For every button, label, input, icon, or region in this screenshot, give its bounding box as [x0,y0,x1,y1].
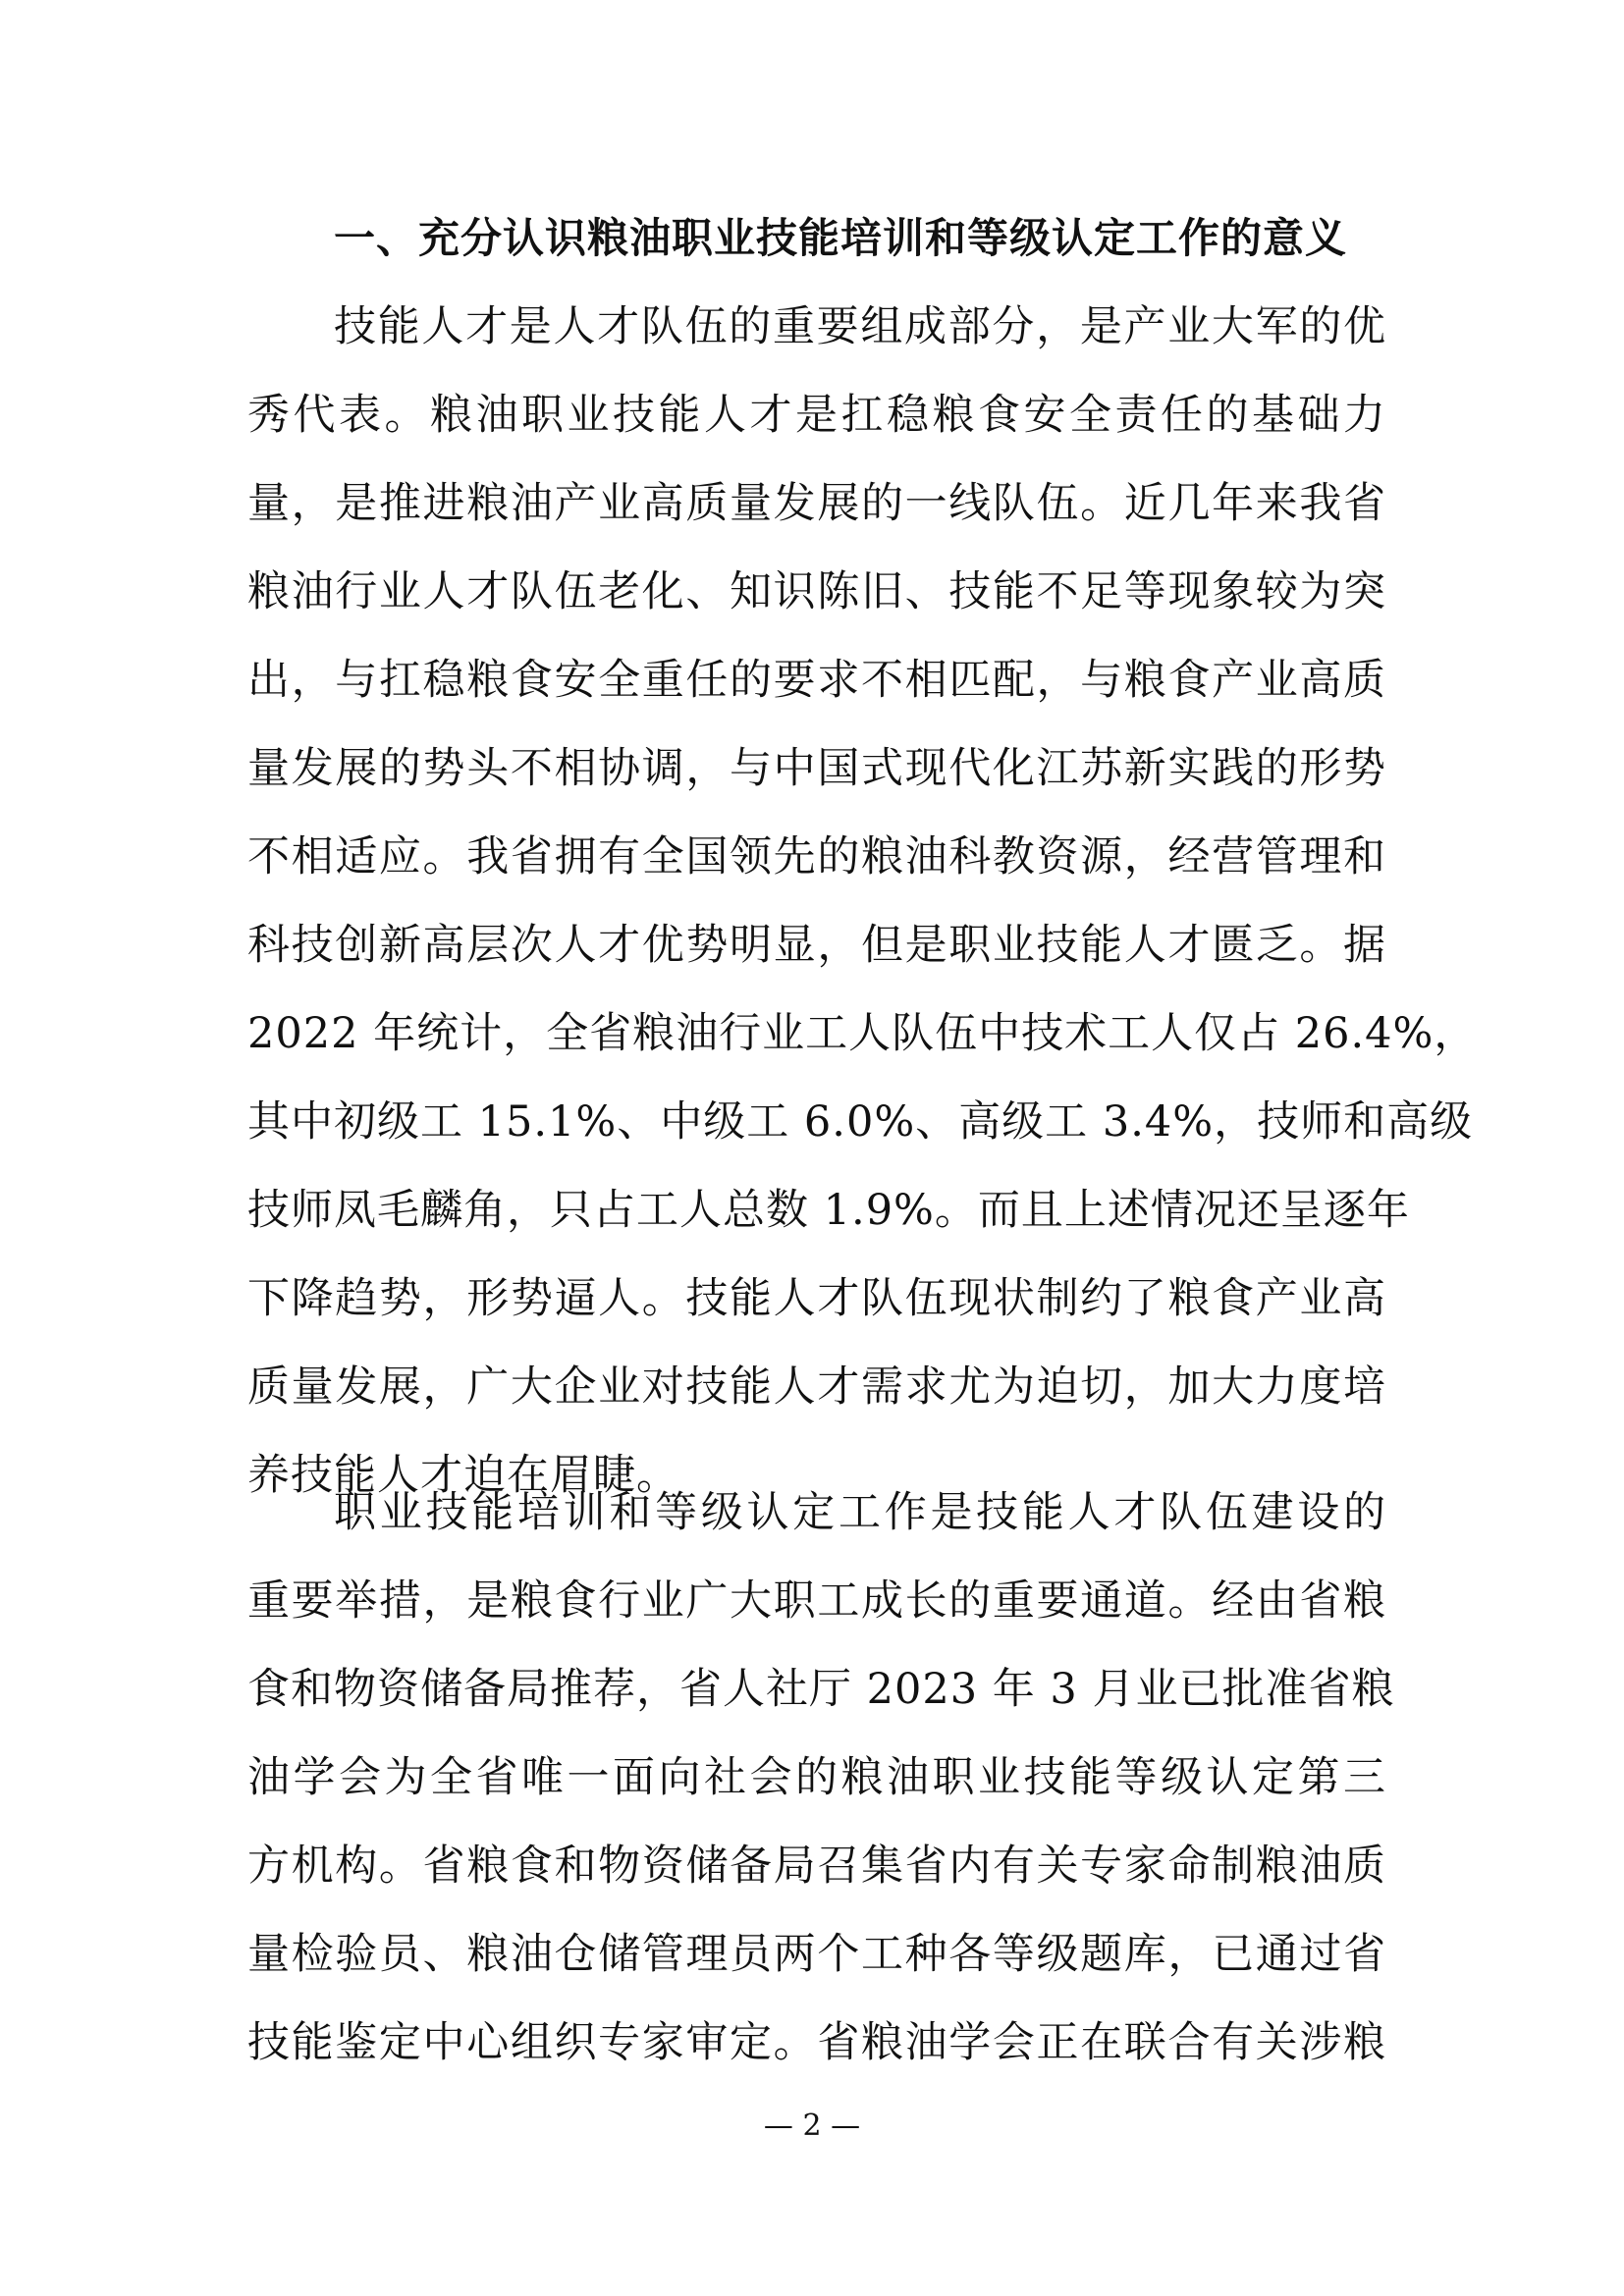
paragraph-2 [247,1468,1395,2087]
paragraph-line: 重要举措，是粮食行业广大职工成长的重要通道。经由省粮 [247,1576,1386,1626]
paragraph-line: 技能鉴定中心组织专家审定。省粮油学会正在联合有关涉粮 [247,2018,1386,2067]
paragraph-line: 秀代表。粮油职业技能人才是扛稳粮食安全责任的基础力 [247,391,1386,440]
paragraph-line: 下降趋势，形势逼人。技能人才队伍现状制约了粮食产业高 [247,1274,1386,1323]
paragraph-line: 2022 年统计，全省粮油行业工人队伍中技术工人仅占 26.4%， [247,1009,1478,1058]
paragraph-line: 其中初级工 15.1%、中级工 6.0%、高级工 3.4%，技师和高级 [247,1097,1474,1147]
paragraph-line: 粮油行业人才队伍老化、知识陈旧、技能不足等现象较为突 [247,567,1386,616]
section-heading: 一、充分认识粮油职业技能培训和等级认定工作的意义 [334,214,1348,262]
paragraph-line: 技师凤毛麟角，只占工人总数 1.9%。而且上述情况还呈逐年 [247,1186,1410,1235]
paragraph-line: 职业技能培训和等级认定工作是技能人才队伍建设的 [334,1488,1386,1537]
paragraph-line: 食和物资储备局推荐，省人社厅 2023 年 3 月业已批准省粮 [247,1665,1395,1714]
paragraph-line: 方机构。省粮食和物资储备局召集省内有关专家命制粮油质 [247,1842,1386,1891]
paragraph-line: 质量发展，广大企业对技能人才需求尤为迫切，加大力度培 [247,1362,1386,1412]
paragraph-line: 科技创新高层次人才优势明显，但是职业技能人才匮乏。据 [247,921,1386,970]
paragraph-line: 不相适应。我省拥有全国领先的粮油科教资源，经营管理和 [247,832,1386,881]
paragraph-line: 油学会为全省唯一面向社会的粮油职业技能等级认定第三 [247,1753,1386,1802]
paragraph-line: 量，是推进粮油产业高质量发展的一线队伍。近几年来我省 [247,479,1386,528]
paragraph-line: 技能人才是人才队伍的重要组成部分，是产业大军的优 [334,302,1386,351]
paragraph-line: 量检验员、粮油仓储管理员两个工种各等级题库，已通过省 [247,1930,1386,1979]
paragraph-line: 养技能人才迫在眉睫。 [247,1451,679,1500]
paragraph-1 [247,283,1478,1520]
page-number: — 2 — [763,2109,861,2143]
paragraph-line: 量发展的势头不相协调，与中国式现代化江苏新实践的形势 [247,744,1386,793]
paragraph-line: 出，与扛稳粮食安全重任的要求不相匹配，与粮食产业高质 [247,656,1386,705]
